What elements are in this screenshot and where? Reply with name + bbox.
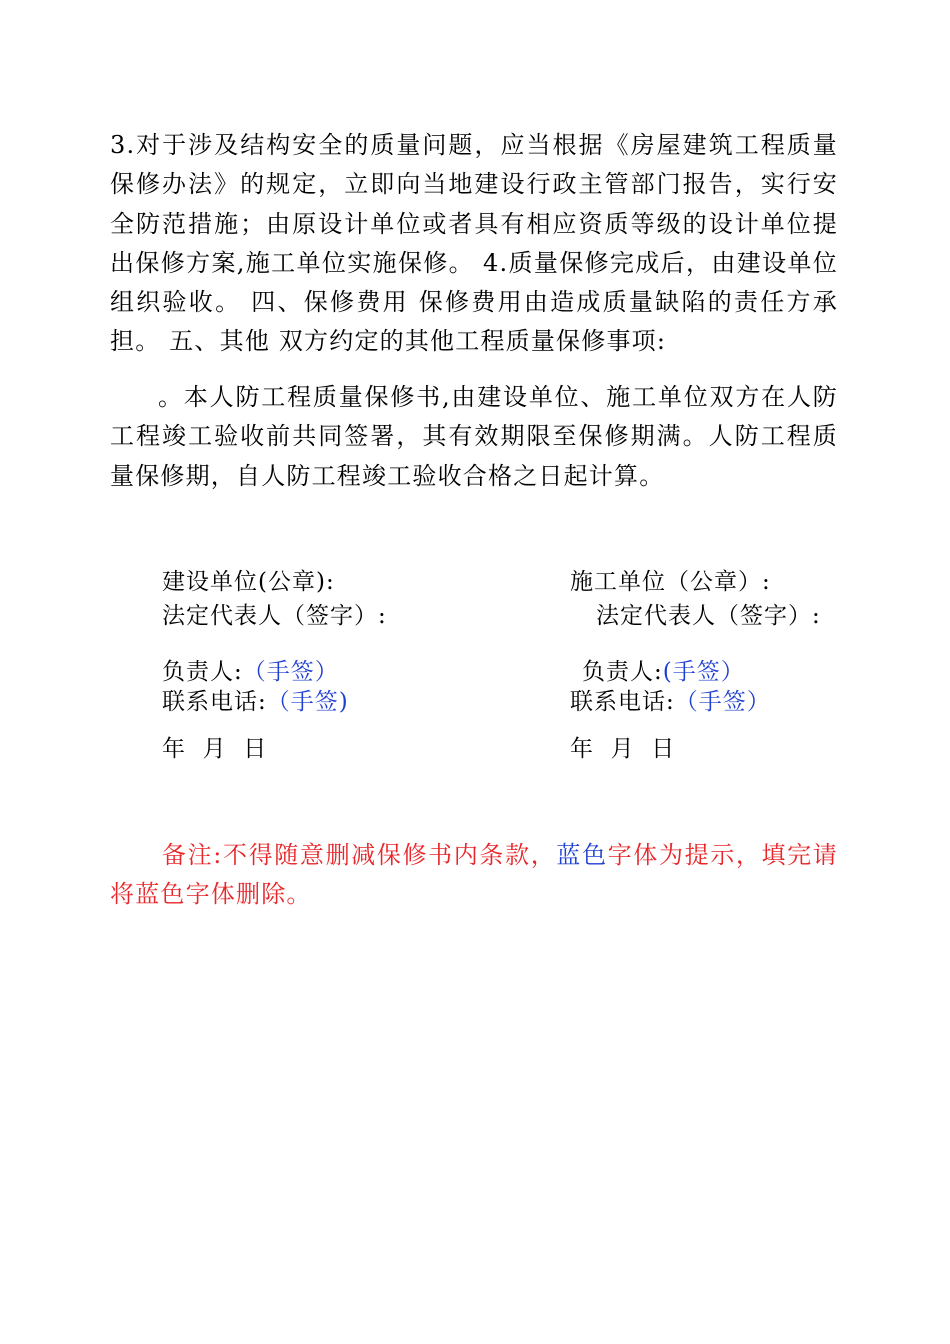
- left-phone-label: 联系电话:: [162, 689, 267, 715]
- right-phone-label: 联系电话:: [570, 689, 675, 715]
- body-paragraph-validity: 。本人防工程质量保修书,由建设单位、施工单位双方在人防工程竣工验收前共同签署，其有效期限至保修期满。人防工程质量保修期，自人防工程竣工验收合格之日起计算。: [110, 383, 838, 490]
- left-person-hint: （手签）: [242, 659, 339, 685]
- note-suffix: 字体为提示，填完请将蓝色字体删除。: [110, 841, 838, 908]
- right-date: 年 月 日: [570, 736, 676, 762]
- left-legal-rep-label: 法定代表人（签字）:: [162, 603, 387, 629]
- left-responsible-person: [162, 656, 339, 688]
- right-legal-rep-label: 法定代表人（签字）:: [596, 603, 821, 629]
- right-phone-hint: （手签）: [674, 689, 771, 715]
- right-person-hint: (手签）: [662, 659, 745, 685]
- right-person-label: 负责人:: [582, 659, 663, 685]
- right-unit-seal-label: 施工单位（公章）:: [570, 569, 771, 595]
- left-person-label: 负责人:: [162, 659, 243, 685]
- left-phone: [162, 686, 349, 718]
- remark-note: [110, 836, 838, 914]
- right-responsible-person: [582, 656, 745, 688]
- note-prefix: 备注:不得随意删减保修书内条款，: [162, 841, 557, 869]
- left-unit-seal-label: 建设单位(公章):: [162, 569, 335, 595]
- left-phone-hint: （手签): [266, 689, 349, 715]
- note-blue-word: 蓝色: [556, 841, 608, 869]
- body-paragraph-warranty-terms: 3.对于涉及结构安全的质量问题，应当根据《房屋建筑工程质量保修办法》的规定，立即向当地建设行政主管部门报告，实行安全防范措施；由原设计单位或者具有相应资质等级的设计单位提出保修方案,施工单位实施保修。 4.质量保修完成后，由建设单位组织验收。 四、保修费用 保修费用由造成质量缺陷的责任方承担。 五、其他 双方约定的其他工程质量保修事项:: [110, 131, 838, 356]
- left-date: 年 月 日: [162, 736, 268, 762]
- right-phone: [570, 686, 771, 718]
